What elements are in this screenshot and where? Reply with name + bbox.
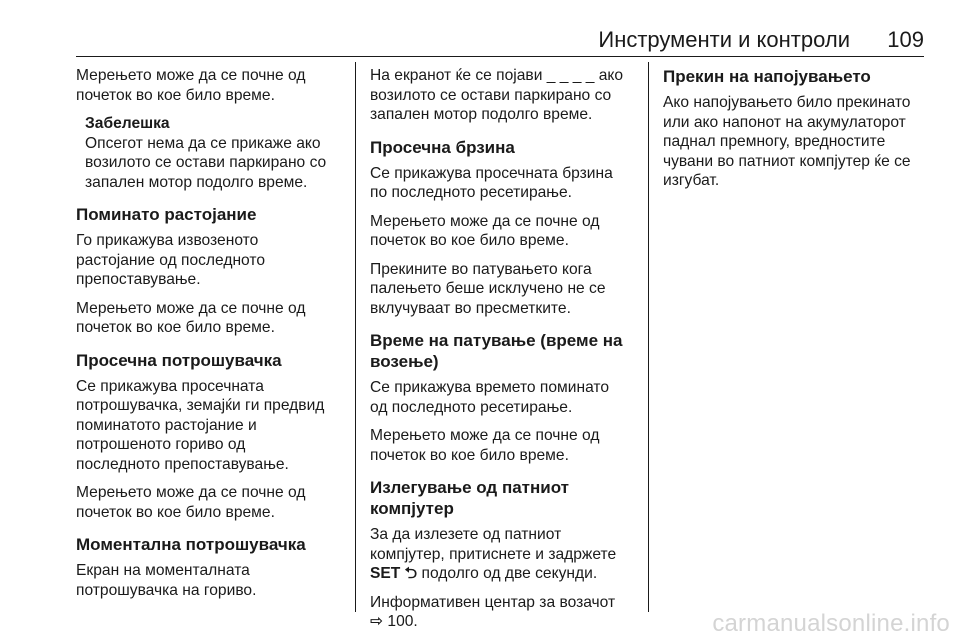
set-key-label: SET	[370, 565, 401, 582]
distance-paragraph-2: Мерењето може да се почне од почеток во кое било време.	[76, 299, 306, 336]
exit-paragraph-1: За да излезете од патниот компјутер, притиснете и задржете SET ⮌ подолго од две секунди.	[370, 526, 617, 582]
watermark: carmanualsonline.info	[712, 610, 950, 637]
note-block: Забелешка Опсегот нема да се прикаже ако возилото се остави паркирано со запален мотор подолго време.	[85, 114, 348, 192]
avg-speed-paragraph-1: Се прикажува просечната брзина по последното ресетирање.	[370, 164, 613, 201]
page-reference-arrow-icon: ⇨	[370, 613, 384, 630]
page-title: Инструменти и контроли	[598, 27, 850, 52]
col2-intro-paragraph: На екранот ќе се појави _ _ _ _ ако возилото се остави паркирано со запален мотор подолго време.	[370, 67, 624, 123]
column-divider-1	[355, 62, 356, 612]
column-2	[370, 66, 642, 641]
heading-distance: Поминато растојание	[76, 205, 257, 224]
heading-avg-consumption: Просечна потрошувачка	[76, 350, 282, 370]
inst-consumption-paragraph: Екран на моменталната потрошувачка на гориво.	[76, 562, 257, 599]
travel-time-paragraph-2: Мерењето може да се почне од почеток во кое било време.	[370, 427, 600, 464]
heading-avg-speed: Просечна брзина	[370, 137, 515, 157]
travel-time-paragraph-1: Се прикажува времето поминато од последното ресетирање.	[370, 379, 610, 416]
return-arrow-icon: ⮌	[404, 565, 418, 582]
heading-travel-time: Време на патување (време на возење)	[370, 331, 623, 371]
avg-consumption-paragraph-2: Мерењето може да се почне од почеток во кое било време.	[76, 484, 306, 521]
avg-consumption-paragraph-1: Се прикажува просечната потрошувачка, земајќи ги предвид поминатото растојание и потрошеното гориво од последното препоставување.	[76, 377, 325, 473]
exit-paragraph-2: Информативен центар за возачот ⇨ 100.	[370, 593, 616, 630]
column-divider-2	[648, 62, 649, 612]
heading-power-interruption: Прекин на напојувањето	[663, 67, 871, 86]
page-reference-link[interactable]: 100.	[383, 613, 418, 630]
avg-speed-paragraph-3: Прекините во патувањето кога палењето беше исклучено не се вклучуваат во пресметките.	[370, 260, 606, 317]
column-3	[663, 66, 928, 200]
avg-speed-paragraph-2: Мерењето може да се почне од почеток во кое било време.	[370, 212, 600, 249]
page-number: 109	[887, 27, 924, 52]
header-rule	[76, 56, 924, 57]
heading-inst-consumption: Моментална потрошувачка	[76, 535, 306, 554]
heading-exit-computer: Излегување од патниот компјутер	[370, 478, 570, 518]
page-header	[0, 0, 960, 58]
note-title: Забелешка	[85, 115, 170, 132]
column-1	[76, 66, 348, 609]
distance-paragraph-1: Го прикажува извозеното растојание од последното препоставување.	[76, 232, 266, 288]
intro-paragraph: Мерењето може да се почне од почеток во кое било време.	[76, 67, 306, 104]
power-interruption-paragraph: Ако напојувањето било прекинато или ако напонот на акумулаторот паднал премногу, вредностите чувани во патниот компјутер ќе се изгубат.	[663, 94, 911, 189]
